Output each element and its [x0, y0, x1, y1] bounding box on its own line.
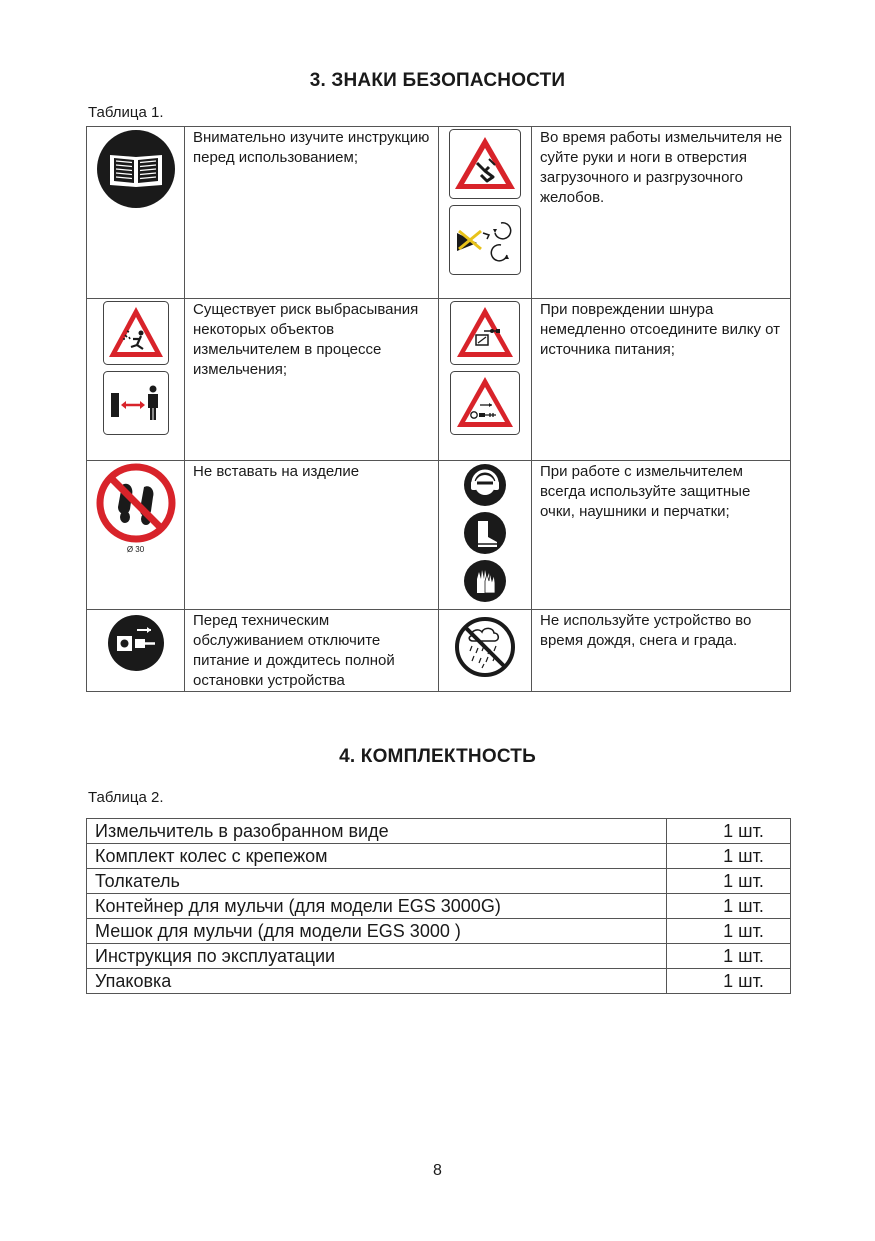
table-row: [87, 844, 791, 869]
read-manual-icon: [96, 129, 176, 209]
safety-signs-table: [86, 126, 791, 692]
safe-distance-icon: [103, 371, 169, 435]
table-row: [87, 894, 791, 919]
item-name: Комплект колес с крепежом: [87, 844, 667, 869]
sign-icon-cell: [87, 461, 185, 610]
table-row: [87, 944, 791, 969]
sign-description: При повреждении шнура немедленно отсоедините вилку от источника питания;: [532, 299, 791, 461]
item-quantity: 1 шт.: [667, 844, 791, 869]
sign-description: Во время работы измельчителя не суйте руки и ноги в отверстия загрузочного и разгрузочного желобов.: [532, 127, 791, 299]
unplug-warning-icon: [450, 371, 520, 435]
table-row: [87, 127, 791, 299]
sign-description: Внимательно изучите инструкцию перед использованием;: [185, 127, 439, 299]
no-stepping-icon: [96, 463, 176, 543]
page-number: 8: [433, 1162, 442, 1179]
damaged-cord-warning-icon: [450, 301, 520, 365]
table-row: [87, 919, 791, 944]
sign-icon-cell: [439, 127, 532, 299]
item-quantity: 1 шт.: [667, 944, 791, 969]
sign-description: Существует риск выбрасывания некоторых объектов измельчителем в процессе измельчения;: [185, 299, 439, 461]
thrown-objects-warning-icon: [103, 301, 169, 365]
table-row: [87, 819, 791, 844]
sign-description: Перед техническим обслуживанием отключите питание и дождитесь полной остановки устройства: [185, 610, 439, 692]
item-name: Упаковка: [87, 969, 667, 994]
sign-icon-cell: [439, 461, 532, 610]
item-name: Контейнер для мульчи (для модели EGS 3000G): [87, 894, 667, 919]
item-quantity: 1 шт.: [667, 819, 791, 844]
sign-icon-cell: [87, 610, 185, 692]
safety-gloves-icon: [463, 559, 507, 603]
item-name: Инструкция по эксплуатации: [87, 944, 667, 969]
sign-description: Не используйте устройство во время дождя, снега и града.: [532, 610, 791, 692]
item-quantity: 1 шт.: [667, 894, 791, 919]
item-quantity: 1 шт.: [667, 869, 791, 894]
item-name: Измельчитель в разобранном виде: [87, 819, 667, 844]
disconnect-power-icon: [107, 614, 165, 672]
sign-icon-cell: [87, 299, 185, 461]
eye-ear-protection-icon: [463, 463, 507, 507]
sign-icon-cell: [439, 610, 532, 692]
sign-description: Не вставать на изделие: [185, 461, 439, 610]
safety-boots-icon: [463, 511, 507, 555]
sign-icon-cell: [87, 127, 185, 299]
table-row: [87, 461, 791, 610]
table-row: [87, 869, 791, 894]
sign-description: При работе с измельчителем всегда используйте защитные очки, наушники и перчатки;: [532, 461, 791, 610]
item-quantity: 1 шт.: [667, 969, 791, 994]
sign-size-label: Ø 30: [126, 545, 145, 554]
sign-icon-cell: [439, 299, 532, 461]
section-3-title: 3. ЗНАКИ БЕЗОПАСНОСТИ: [309, 70, 566, 91]
table-1-caption: Таблица 1.: [88, 104, 164, 121]
item-quantity: 1 шт.: [667, 919, 791, 944]
table-row: [87, 299, 791, 461]
no-rain-use-icon: [454, 616, 516, 678]
table-2-caption: Таблица 2.: [88, 789, 164, 806]
table-row: [87, 610, 791, 692]
item-name: Толкатель: [87, 869, 667, 894]
item-name: Мешок для мульчи (для модели EGS 3000 ): [87, 919, 667, 944]
rotating-blades-hand-icon: [449, 205, 521, 275]
section-4-title: 4. КОМПЛЕКТНОСТЬ: [339, 746, 536, 767]
package-contents-table: [86, 818, 791, 994]
table-row: [87, 969, 791, 994]
hand-cut-warning-icon: [449, 129, 521, 199]
